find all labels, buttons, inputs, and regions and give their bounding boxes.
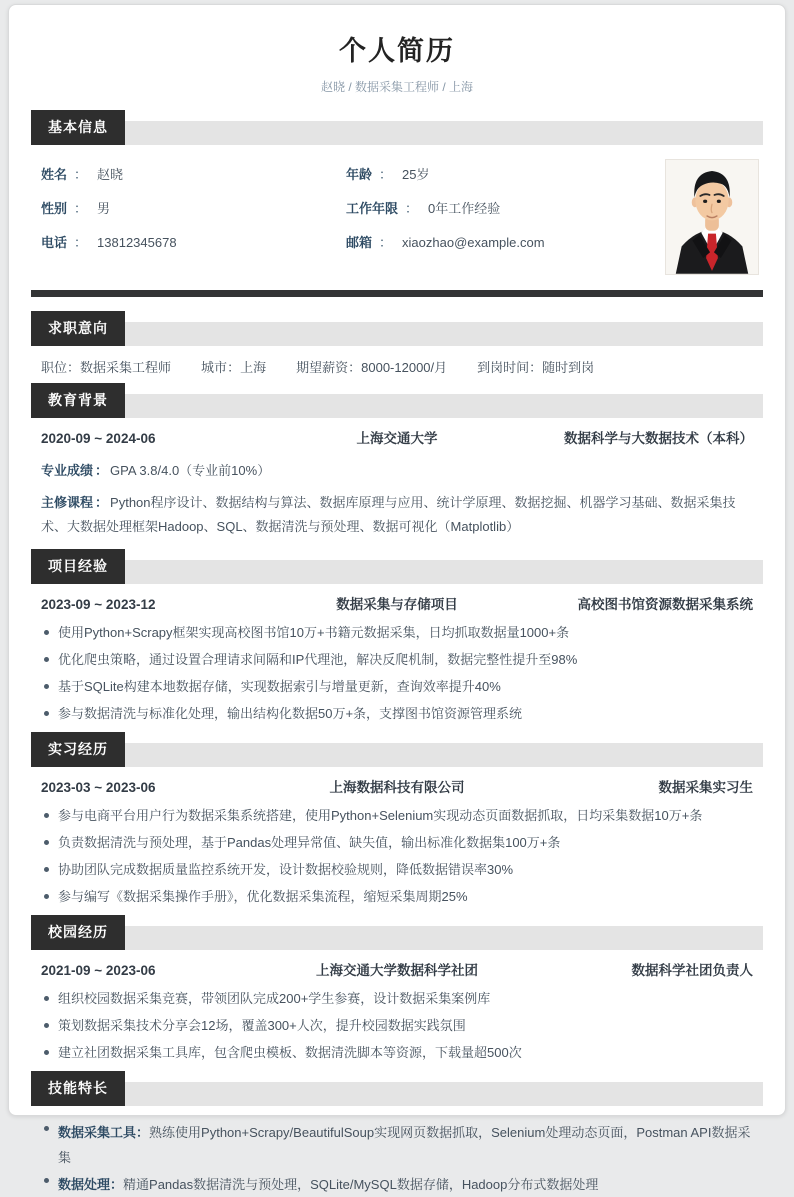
section-title-education: 教育背景 (31, 383, 125, 418)
section-title-bar (125, 1082, 763, 1106)
field-gender-label: 性别 (41, 201, 68, 216)
project-subtitle: 高校图书馆资源数据采集系统 (577, 597, 753, 612)
field-email-value: xiaozhao@example.com (402, 235, 545, 250)
intention-position-label: 职位 (41, 360, 68, 375)
section-header-skills (31, 1071, 763, 1106)
basic-info-block (31, 145, 763, 275)
field-name-value: 赵晓 (97, 167, 124, 182)
basic-info-right-column (346, 167, 545, 250)
intention-availability-label: 到岗时间 (477, 360, 530, 375)
section-title-campus: 校园经历 (31, 915, 125, 950)
field-phone-label: 电话 (41, 235, 68, 250)
section-title-bar (125, 322, 763, 346)
field-age-label: 年龄 (346, 167, 373, 182)
education-school: 上海交通大学 (356, 431, 438, 446)
internship-bullet: 参与电商平台用户行为数据采集系统搭建，使用Python+Selenium实现动态页面数据抓取，日均采集数据10万+条 (41, 807, 753, 825)
resume-page (8, 4, 786, 1192)
colon: ： (529, 360, 543, 375)
colon: ： (74, 201, 88, 216)
section-title-bar (125, 743, 763, 767)
internship-bullet: 参与编写《数据采集操作手册》，优化数据采集流程，缩短采集周期25% (41, 888, 753, 906)
campus-header-row (41, 963, 753, 979)
campus-bullet-list (41, 990, 753, 1062)
intention-city-label: 城市 (201, 360, 228, 375)
colon: ： (379, 235, 393, 250)
project-bullet: 使用Python+Scrapy框架实现高校图书馆10万+书籍元数据采集，日均抓取数据量1000+条 (41, 624, 753, 642)
colon: ： (67, 360, 81, 375)
field-gender (41, 201, 346, 216)
education-courses-row (41, 491, 753, 539)
internship-period: 2023-03 ~ 2023-06 (41, 780, 156, 795)
colon: ： (74, 235, 88, 250)
section-title-bar (125, 926, 763, 950)
field-gender-value: 男 (97, 201, 111, 216)
campus-bullet: 组织校园数据采集竞赛，带领团队完成200+学生参赛，设计数据采集案例库 (41, 990, 753, 1008)
internship-role: 数据采集实习生 (658, 780, 753, 795)
intention-availability-value: 随时到岗 (542, 360, 595, 375)
skills-bullet-list (41, 1120, 753, 1197)
project-bullet: 优化爬虫策略，通过设置合理请求间隔和IP代理池，解决反爬机制，数据完整性提升至98% (41, 651, 753, 669)
intention-salary-label: 期望薪资 (296, 360, 349, 375)
skill-item-label: 数据处理 (58, 1177, 111, 1192)
field-name (41, 167, 346, 182)
intention-city (201, 360, 266, 375)
education-gpa-label: 专业成绩 (41, 463, 94, 478)
skill-item-text: 熟练使用Python+Scrapy/BeautifulSoup实现网页数据抓取，Selenium处理动态页面，Postman API数据采集 (58, 1125, 751, 1165)
education-period: 2020-09 ~ 2024-06 (41, 431, 156, 446)
education-header-row (41, 431, 753, 447)
project-title: 数据采集与存储项目 (336, 597, 458, 612)
internship-bullet: 协助团队完成数据质量监控系统开发，设计数据校验规则，降低数据错误率30% (41, 861, 753, 879)
section-header-campus (31, 915, 763, 950)
field-experience-years (346, 201, 545, 216)
intention-position-value: 数据采集工程师 (80, 360, 172, 375)
colon: ： (95, 495, 109, 510)
intention-position (41, 360, 171, 375)
colon: ： (405, 201, 419, 216)
internship-bullet: 负责数据清洗与预处理，基于Pandas处理异常值、缺失值，输出标准化数据集100万+条 (41, 834, 753, 852)
page-title: 个人简历 (339, 36, 455, 66)
section-title-bar (125, 560, 763, 584)
field-phone (41, 235, 346, 250)
campus-bullet: 建立社团数据采集工具库，包含爬虫模板、数据清洗脚本等资源，下载量超500次 (41, 1044, 753, 1062)
skill-item-label: 数据采集工具 (58, 1125, 137, 1140)
profile-photo (665, 159, 759, 275)
colon: ： (74, 167, 88, 182)
colon: ： (227, 360, 241, 375)
field-name-label: 姓名 (41, 167, 68, 182)
job-intention-row (41, 360, 753, 375)
education-major: 数据科学与大数据技术（本科） (564, 431, 753, 446)
skill-item-text: 精通Pandas数据清洗与预处理，SQLite/MySQL数据存储，Hadoop分布式数据处理 (123, 1177, 599, 1192)
section-header-projects (31, 549, 763, 584)
basic-info-left-column (41, 167, 346, 250)
field-age-value: 25岁 (402, 167, 430, 182)
basic-info-columns (41, 167, 753, 250)
field-age (346, 167, 545, 182)
campus-role: 数据科学社团负责人 (631, 963, 753, 978)
colon: ： (136, 1125, 150, 1140)
internship-company: 上海数据科技有限公司 (329, 780, 465, 795)
colon: ： (110, 1177, 124, 1192)
intention-salary-value: 8000-12000/月 (361, 360, 448, 375)
section-title-projects: 项目经验 (31, 549, 125, 584)
colon: ： (95, 463, 109, 478)
field-experience-years-value: 0年工作经验 (428, 201, 501, 216)
section-title-internship: 实习经历 (31, 732, 125, 767)
campus-organization: 上海交通大学数据科学社团 (316, 963, 478, 978)
section-header-basic-info (31, 110, 763, 145)
section-divider (31, 290, 763, 297)
section-header-education (31, 383, 763, 418)
field-experience-years-label: 工作年限 (346, 201, 399, 216)
section-title-skills: 技能特长 (31, 1071, 125, 1106)
campus-bullet: 策划数据采集技术分享会12场，覆盖300+人次，提升校园数据实践氛围 (41, 1017, 753, 1035)
section-header-internship (31, 732, 763, 767)
project-header-row (41, 597, 753, 613)
project-bullet: 参与数据清洗与标准化处理，输出结构化数据50万+条，支撑图书馆资源管理系统 (41, 705, 753, 723)
section-title-bar (125, 394, 763, 418)
project-bullet-list (41, 624, 753, 723)
section-title-basic-info: 基本信息 (31, 110, 125, 145)
field-email (346, 235, 545, 250)
education-courses-label: 主修课程 (41, 495, 94, 510)
education-courses-value: Python程序设计、数据结构与算法、数据库原理与应用、统计学原理、数据挖掘、机器学习基础、数据采集技术、大数据处理框架Hadoop、SQL、数据清洗与预处理、数据可视化（Matplotlib） (41, 495, 736, 534)
skill-item (41, 1172, 753, 1197)
page-subtitle: 赵晓 / 数据采集工程师 / 上海 (320, 80, 473, 94)
section-title-bar (125, 121, 763, 145)
avatar-illustration (666, 160, 758, 274)
section-title-job-intention: 求职意向 (31, 311, 125, 346)
field-phone-value: 13812345678 (97, 235, 177, 250)
internship-header-row (41, 780, 753, 796)
colon: ： (348, 360, 362, 375)
education-gpa-value: GPA 3.8/4.0（专业前10%） (110, 463, 271, 478)
intention-city-value: 上海 (240, 360, 267, 375)
intention-salary (296, 360, 447, 375)
internship-bullet-list (41, 807, 753, 906)
section-header-job-intention (31, 311, 763, 346)
intention-availability (477, 360, 594, 375)
field-email-label: 邮箱 (346, 235, 373, 250)
project-bullet: 基于SQLite构建本地数据存储，实现数据索引与增量更新，查询效率提升40% (41, 678, 753, 696)
project-period: 2023-09 ~ 2023-12 (41, 597, 156, 612)
campus-period: 2021-09 ~ 2023-06 (41, 963, 156, 978)
education-gpa-row (41, 459, 753, 483)
skill-item (41, 1120, 753, 1170)
colon: ： (379, 167, 393, 182)
